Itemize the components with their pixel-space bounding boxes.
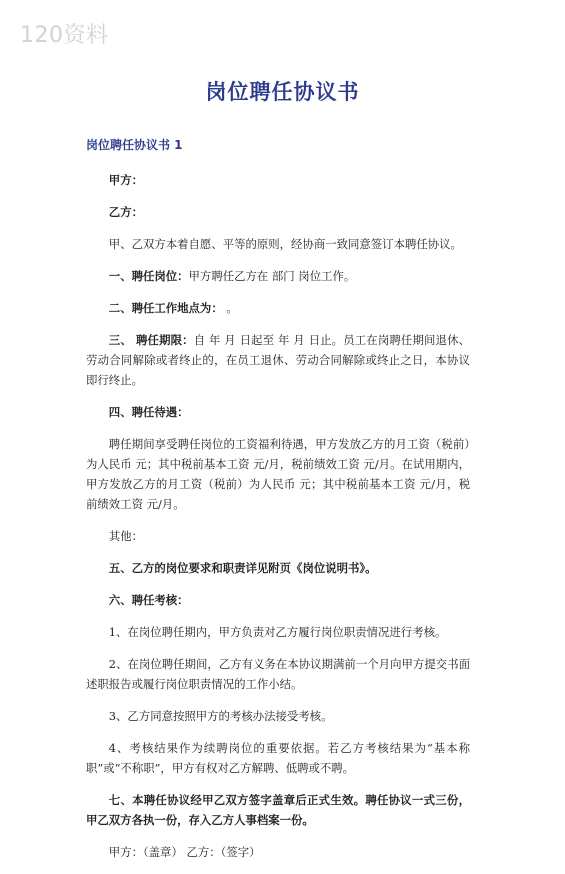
section-5-duties: 五、乙方的岗位要求和职责详见附页《岗位说明书》。 [108, 561, 377, 575]
section-6-item-1: 1、在岗位聘任期内，甲方负责对乙方履行岗位职责情况进行考核。 [108, 625, 447, 639]
section-6-item-2: 2、在岗位聘任期间，乙方有义务在本协议期满前一个月向甲方提交书面述职报告或履行岗位职责情况的工作小结。 [86, 657, 470, 691]
section-1-post [86, 266, 470, 286]
section-2-label: 二、聘任工作地点为： [108, 301, 223, 315]
section-1-label: 一、聘任岗位： [108, 269, 189, 283]
section-2-location [86, 298, 470, 318]
section-3-text: 自 年 月 日起至 年 月 日止。员工在岗聘任期间退休、劳动合同解除或者终止的，在员工退休、劳动合同解除或终止之日，本协议即行终止。 [86, 333, 470, 387]
section-4-label: 四、聘任待遇： [108, 405, 189, 419]
document-body [86, 170, 470, 874]
section-1-text: 甲方聘任乙方在 部门 岗位工作。 [188, 269, 356, 283]
section-4-text: 聘任期间享受聘任岗位的工资福利待遇，甲方发放乙方的月工资（税前）为人民币 元；其中税前基本工资 元/月，税前绩效工资 元/月。在试用期内，甲方发放乙方的月工资（税前）为人民币 元；其中税前基本工资 元/月，税前绩效工资 元/月。 [86, 437, 470, 511]
section-3-term [86, 330, 470, 390]
document-subtitle: 岗位聘任协议书 1 [86, 138, 183, 152]
document-title: 岗位聘任协议书 [205, 80, 360, 104]
section-3-label: 三、 聘任期限： [108, 333, 194, 347]
other-line: 其他： [108, 529, 143, 543]
signature-line: 甲方：（盖章） 乙方：（签字） [108, 845, 261, 859]
section-7-effect: 七、本聘任协议经甲乙双方签字盖章后正式生效。聘任协议一式三份，甲乙双方各执一份，存入乙方人事档案一份。 [86, 793, 470, 827]
section-6-item-3: 3、乙方同意按照甲方的考核办法接受考核。 [108, 709, 333, 723]
section-6-item-4: 4、考核结果作为续聘岗位的重要依据。若乙方考核结果为“基本称职”或“不称职”，甲方有权对乙方解聘、低聘或不聘。 [86, 741, 470, 775]
section-2-text: 。 [222, 301, 238, 315]
watermark: 120资料 [20, 23, 109, 48]
party-a-line: 甲方： [108, 173, 143, 187]
intro-paragraph: 甲、乙双方本着自愿、平等的原则，经协商一致同意签订本聘任协议。 [108, 237, 462, 251]
section-6-label: 六、聘任考核： [108, 593, 189, 607]
party-b-line: 乙方： [108, 205, 143, 219]
